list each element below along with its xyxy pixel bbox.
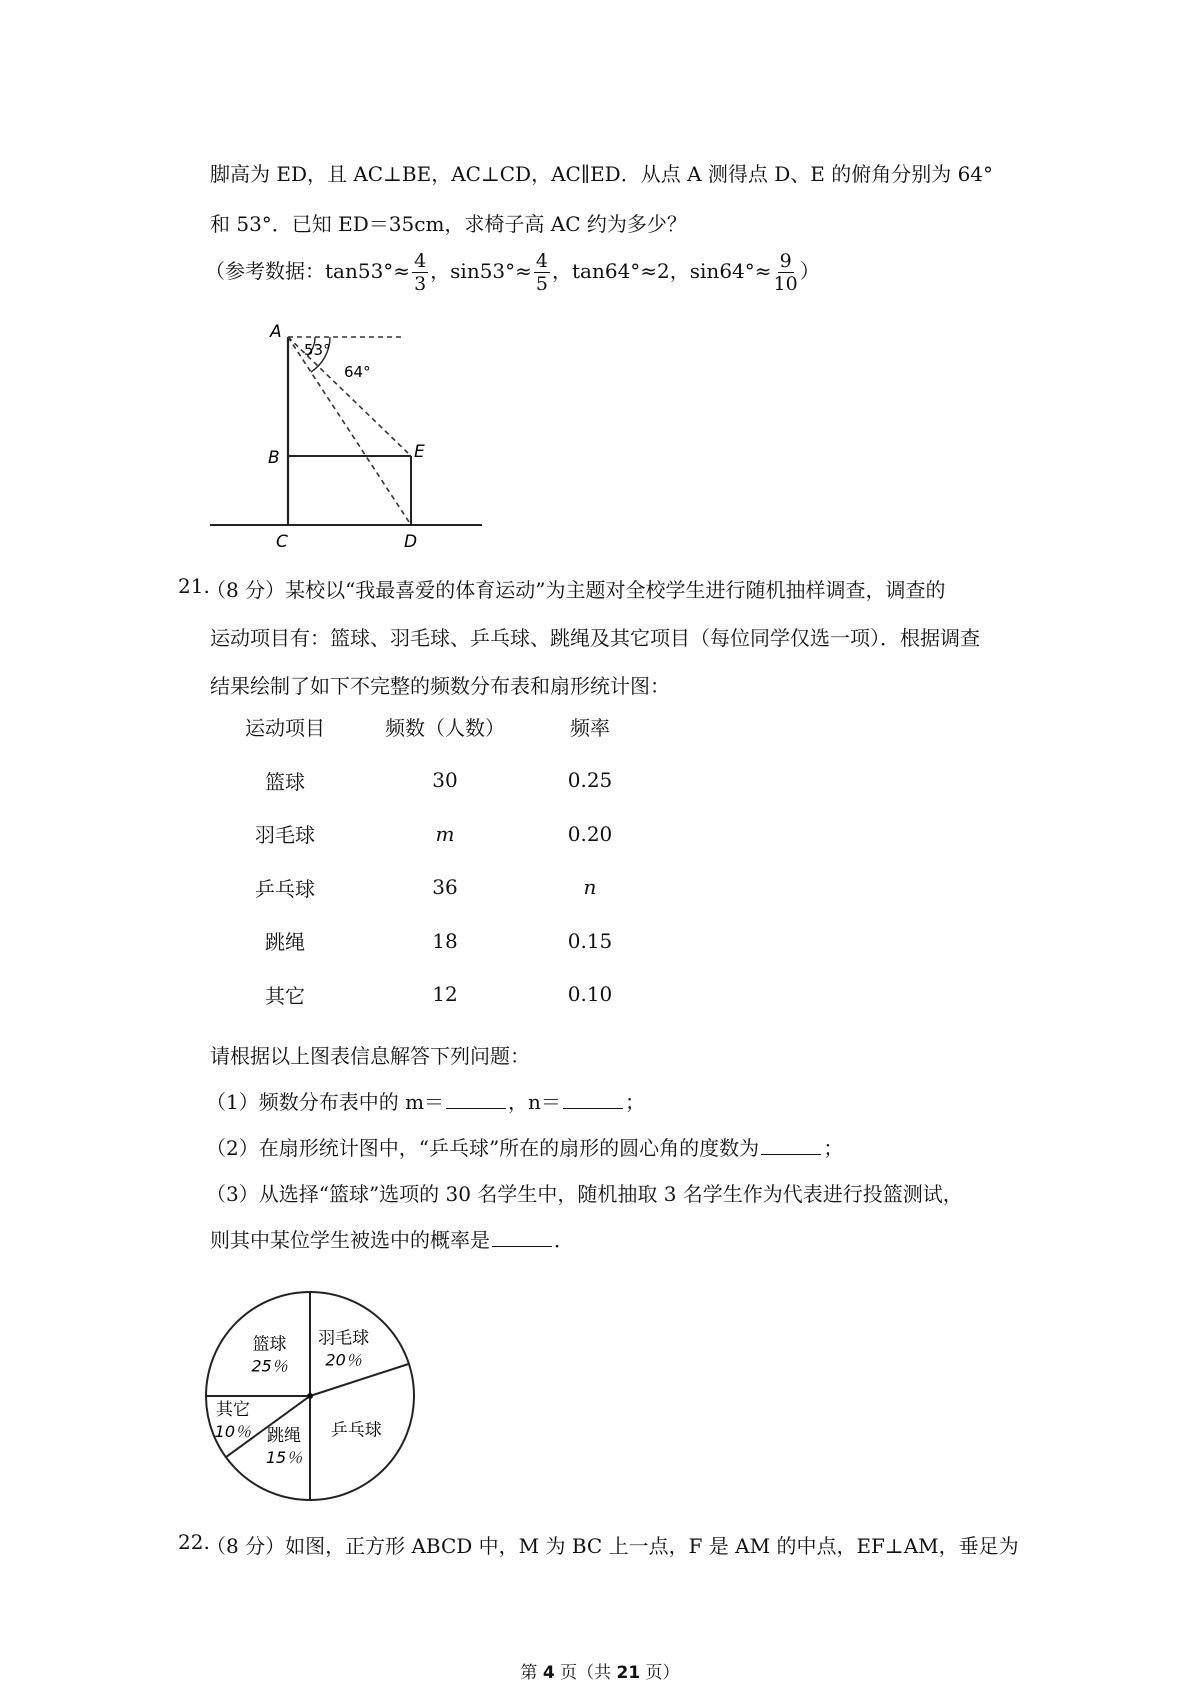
table-cell: 12 — [432, 982, 458, 1007]
table-row — [220, 754, 640, 808]
footer-pre: 第 — [520, 1663, 543, 1683]
table-row — [220, 968, 640, 1022]
tan53-fraction — [412, 250, 428, 295]
table-cell: 36 — [432, 875, 458, 900]
answer-blank-m — [446, 1090, 506, 1109]
table-cell: 其它 — [265, 983, 305, 1008]
label-e: E — [414, 442, 425, 462]
tan53-denominator: 3 — [414, 273, 427, 295]
table-row — [220, 807, 640, 861]
q3-text: 则其中某位学生被选中的概率是 — [210, 1228, 490, 1252]
pie-slice-label: 其它 — [215, 1400, 250, 1421]
header-item: 运动项目 — [245, 716, 325, 741]
footer-mid: 页（共 — [554, 1663, 617, 1683]
pie-slice-percent: 20％ — [325, 1350, 362, 1370]
table-cell: 0.25 — [567, 768, 613, 793]
pie-slice-percent: 25％ — [251, 1356, 288, 1376]
q3-end: ． — [554, 1228, 574, 1252]
table-header-row — [220, 700, 640, 754]
sin53-denominator: 5 — [535, 273, 548, 295]
angle-64-label: 64° — [344, 363, 371, 381]
table-cell: n — [583, 875, 597, 900]
pie-center-dot — [307, 1393, 313, 1399]
label-c: C — [276, 532, 288, 552]
q2-text: （2）在扇形统计图中，“乒乓球”所在的扇形的圆心角的度数为 — [206, 1136, 760, 1160]
table-cell: 0.15 — [567, 928, 613, 953]
table-row — [220, 914, 640, 968]
table-cell: 0.10 — [567, 982, 613, 1007]
table-cell: 乒乓球 — [255, 876, 315, 901]
table-cell: 18 — [432, 928, 458, 953]
ref-close: ） — [799, 259, 820, 283]
answer-blank-probability — [492, 1228, 552, 1247]
table-cell: 0.20 — [567, 821, 613, 846]
frequency-table — [220, 700, 640, 1021]
q1-text-c: ； — [624, 1090, 645, 1114]
sin53-fraction — [534, 250, 550, 295]
problem21-line2: 运动项目有：篮球、羽毛球、乒乓球、跳绳及其它项目（每位同学仅选一项）．根据调查 — [210, 626, 980, 650]
ref-open: （参考数据：tan53°≈ — [205, 259, 411, 283]
total-pages: 21 — [616, 1663, 641, 1683]
table-cell: 羽毛球 — [255, 823, 315, 848]
problem20-line2: 和 53°．已知 ED＝35cm，求椅子高 AC 约为多少？ — [210, 212, 687, 236]
footer-post: 页） — [640, 1663, 680, 1683]
pie-slice-percent: 10％ — [214, 1422, 252, 1442]
table-row — [220, 861, 640, 915]
problem22-number: 22. — [178, 1530, 210, 1554]
q1-text-b: ，n＝ — [508, 1090, 561, 1114]
problem20-line1: 脚高为 ED，且 AC⊥BE，AC⊥CD，AC∥ED．从点 A 测得点 D、E 的俯角分别为 64° — [210, 162, 994, 186]
chair-figure — [200, 315, 490, 555]
header-rate: 频率 — [570, 716, 610, 741]
pie-slice-label: 羽毛球 — [318, 1328, 370, 1349]
pie-slice-label: 跳绳 — [267, 1425, 302, 1446]
problem21-line1: （8 分）某校以“我最喜爱的体育运动”为主题对全校学生进行随机抽样调查，调查的 — [206, 578, 946, 602]
problem21-line3: 结果绘制了如下不完整的频数分布表和扇形统计图： — [210, 674, 670, 698]
pie-slice-label: 乒乓球 — [330, 1420, 382, 1441]
problem22-line1: （8 分）如图，正方形 ABCD 中，M 为 BC 上一点，F 是 AM 的中点，EF⊥AM，垂足为 — [206, 1534, 1019, 1558]
sin64-numerator: 9 — [779, 250, 792, 272]
sin64-fraction — [774, 250, 798, 295]
answer-blank-n — [563, 1090, 623, 1109]
table-cell: 30 — [432, 768, 458, 793]
question-2 — [206, 1132, 843, 1161]
tan53-numerator: 4 — [414, 250, 427, 272]
answer-blank-angle — [761, 1136, 821, 1155]
sin64-denominator: 10 — [773, 273, 798, 295]
ref-sin53: ，sin53°≈ — [430, 259, 532, 283]
label-b: B — [268, 448, 280, 468]
pie-chart — [205, 1268, 465, 1518]
pie-slice-percent: 15％ — [265, 1447, 303, 1467]
label-a: A — [270, 322, 282, 342]
angle-53-label: 53° — [304, 341, 331, 359]
table-cell: m — [435, 821, 455, 846]
page-number: 4 — [542, 1663, 555, 1683]
label-d: D — [404, 532, 418, 552]
q2-end: ； — [823, 1136, 844, 1160]
problem21-prompt: 请根据以上图表信息解答下列问题： — [210, 1044, 530, 1068]
question-1 — [206, 1086, 645, 1115]
q1-text-a: （1）频数分布表中的 m＝ — [206, 1090, 445, 1114]
reference-data — [205, 250, 820, 295]
table-cell: 篮球 — [265, 769, 305, 794]
pie-slice-label: 篮球 — [252, 1334, 287, 1355]
page-footer — [0, 1658, 1200, 1683]
question-3-line2 — [210, 1224, 574, 1253]
table-cell: 跳绳 — [265, 930, 305, 955]
problem21-number: 21. — [178, 574, 210, 598]
ref-tan64: ，tan64°≈2，sin64°≈ — [552, 259, 772, 283]
sin53-numerator: 4 — [535, 250, 548, 272]
question-3-line1: （3）从选择“篮球”选项的 30 名学生中，随机抽取 3 名学生作为代表进行投篮测试， — [206, 1182, 963, 1206]
header-frequency: 频数（人数） — [385, 716, 505, 741]
